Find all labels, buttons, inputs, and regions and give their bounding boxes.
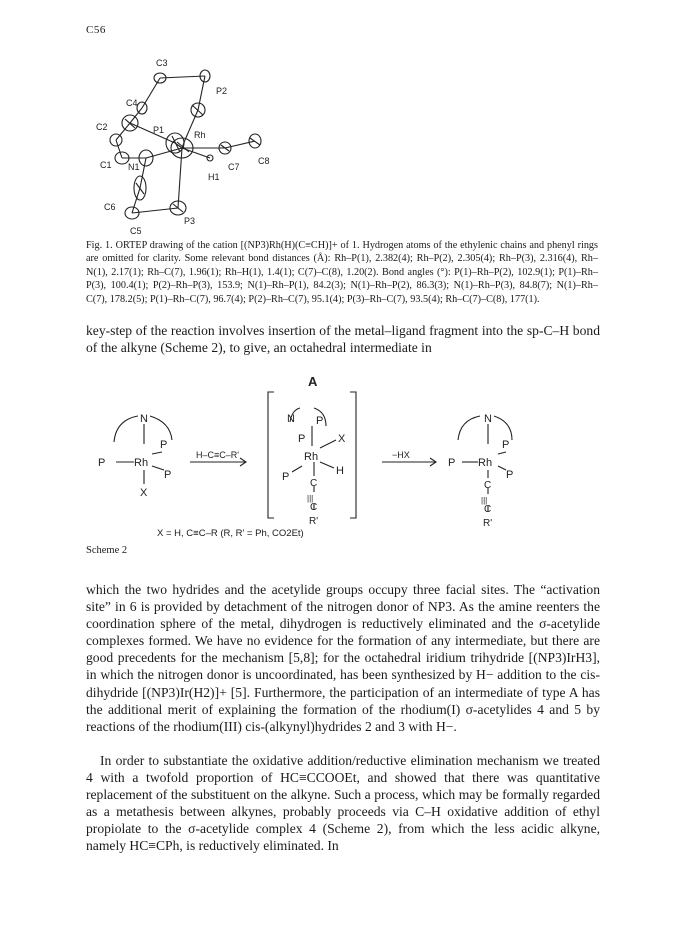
atom-label: P <box>316 415 324 427</box>
atom-label: N1 <box>128 162 140 172</box>
atom-label: P <box>164 469 172 481</box>
atom-label: Rh <box>194 130 206 140</box>
atom-label: N <box>484 413 492 425</box>
atom-label: C <box>310 478 318 489</box>
atom-label: N <box>140 413 148 425</box>
intermediate-label: A <box>308 374 318 389</box>
atom-label: H <box>336 465 344 477</box>
atom-label: C2 <box>96 122 108 132</box>
atom-label: C <box>310 502 318 513</box>
atom-label: Rh <box>304 451 319 463</box>
atom-label: R' <box>309 516 319 527</box>
atom-label: Rh <box>478 457 493 469</box>
atom-label: C <box>484 480 492 491</box>
atom-label: P <box>298 433 306 445</box>
atom-label: C <box>484 504 492 515</box>
triple-bond: ||| <box>307 494 314 503</box>
atom-label: R' <box>483 518 493 529</box>
paragraph-1: key-step of the reaction involves insertion of the metal–ligand fragment into the sp-C–H bond of the alkyne (Scheme 2), to give, an octahedral intermediate in <box>86 323 600 356</box>
atom-label: C8 <box>258 156 270 166</box>
page-number: C56 <box>86 24 106 36</box>
atom-label: P <box>448 457 456 469</box>
atom-label: Rh <box>134 457 149 469</box>
reagent-label: H–C≡C–R' <box>196 450 239 460</box>
scheme-note: X = H, C≡C–R (R, R' = Ph, CO2Et) <box>157 528 304 539</box>
atom-label: P <box>502 439 510 451</box>
atom-label: P1 <box>153 125 165 135</box>
atom-label: P2 <box>216 86 228 96</box>
atom-label: P <box>282 471 290 483</box>
triple-bond: ||| <box>481 496 488 505</box>
atom-label: P <box>506 469 514 481</box>
atom-label: P <box>98 457 106 469</box>
atom-label: C3 <box>156 58 168 68</box>
atom-label: H1 <box>208 172 220 182</box>
paragraph-2: which the two hydrides and the acetylide groups occupy three facial sites. The “activation site” in 6 is provided by detachment of the nitrogen donor of NP3. As the amine reenters the coordination sphere of the metal, dihydrogen is reductively eliminated and the σ-acetylide complexes formed. We have no evidence for the formation of any intermediate, but there are good precedents for the mechanism [5,8]; for the octahedral iridium trihydride [(NP3)IrH3], in which the nitrogen donor is uncoordinated, has been synthesized by H− addition to the cis-dihydride [(NP3)Ir(H2)]+ [5]. Furthermore, the participation of an intermediate of type A has the additional merit of explaining the formation of the rhodium(I) σ-acetylides 4 and 5 by reactions of the rhodium(III) cis-(alkynyl)hydrides 2 and 3 with H−. <box>86 582 600 734</box>
atom-label: C6 <box>104 202 116 212</box>
atom-label: C5 <box>130 226 142 236</box>
figure-caption: Fig. 1. ORTEP drawing of the cation [(NP3)Rh(H)(C≡CH)]+ of 1. Hydrogen atoms of the ethylenic chains and phenyl rings are omitted for clarity. Some relevant bond distances (Å): Rh–P(1), 2.382(4); Rh–P(2), 2.305(4); Rh–P(3), 2.316(4), Rh–N(1), 2.17(1); Rh–C(7), 1.96(1); Rh–H(1), 1.4(1); C(7)–C(8), 1.20(2). Bond angles (°): P(1)–Rh–P(2), 102.9(1); P(1)–Rh–P(3), 100.4(1); P(2)–Rh–P(3), 153.9; N(1)–Rh–P(1), 84.2(3); N(1)–Rh–P(2), 86.3(3); N(1)–Rh–P(3), 84.8(7); N(1)–Rh–C(7), 178.2(5); P(1)–Rh–C(7), 96.7(4); P(2)–Rh–C(7), 95.1(4); P(3)–Rh–C(7), 93.5(4); Rh–C(7)–C(8), 177(1). <box>86 240 598 305</box>
atom-label: X <box>140 487 148 499</box>
elimination-label: −HX <box>392 450 410 460</box>
atom-label: X <box>338 433 346 445</box>
scheme-label: Scheme 2 <box>86 545 128 556</box>
paragraph-3: In order to substantiate the oxidative addition/reductive elimination mechanism we treated 4 with a twofold proportion of HC≡CCOOEt, and showed that there was quantitative replacement of the substituent on the alkyne. Such a process, which may be formally regarded as a metathesis between alkynes, probably proceeds via C–H oxidative addition of ethyl propiolate to the σ-acetylide complex 4 (Scheme 2), from which the less acidic alkyne, namely HC≡CPh, is reductively eliminated. In <box>86 753 600 854</box>
ortep-figure <box>80 48 320 238</box>
atom-label: P3 <box>184 216 196 226</box>
atom-label: N <box>287 413 295 425</box>
atom-label: C1 <box>100 160 112 170</box>
atom-label: P <box>160 439 168 451</box>
atom-label: C7 <box>228 162 240 172</box>
atom-label: C4 <box>126 98 138 108</box>
